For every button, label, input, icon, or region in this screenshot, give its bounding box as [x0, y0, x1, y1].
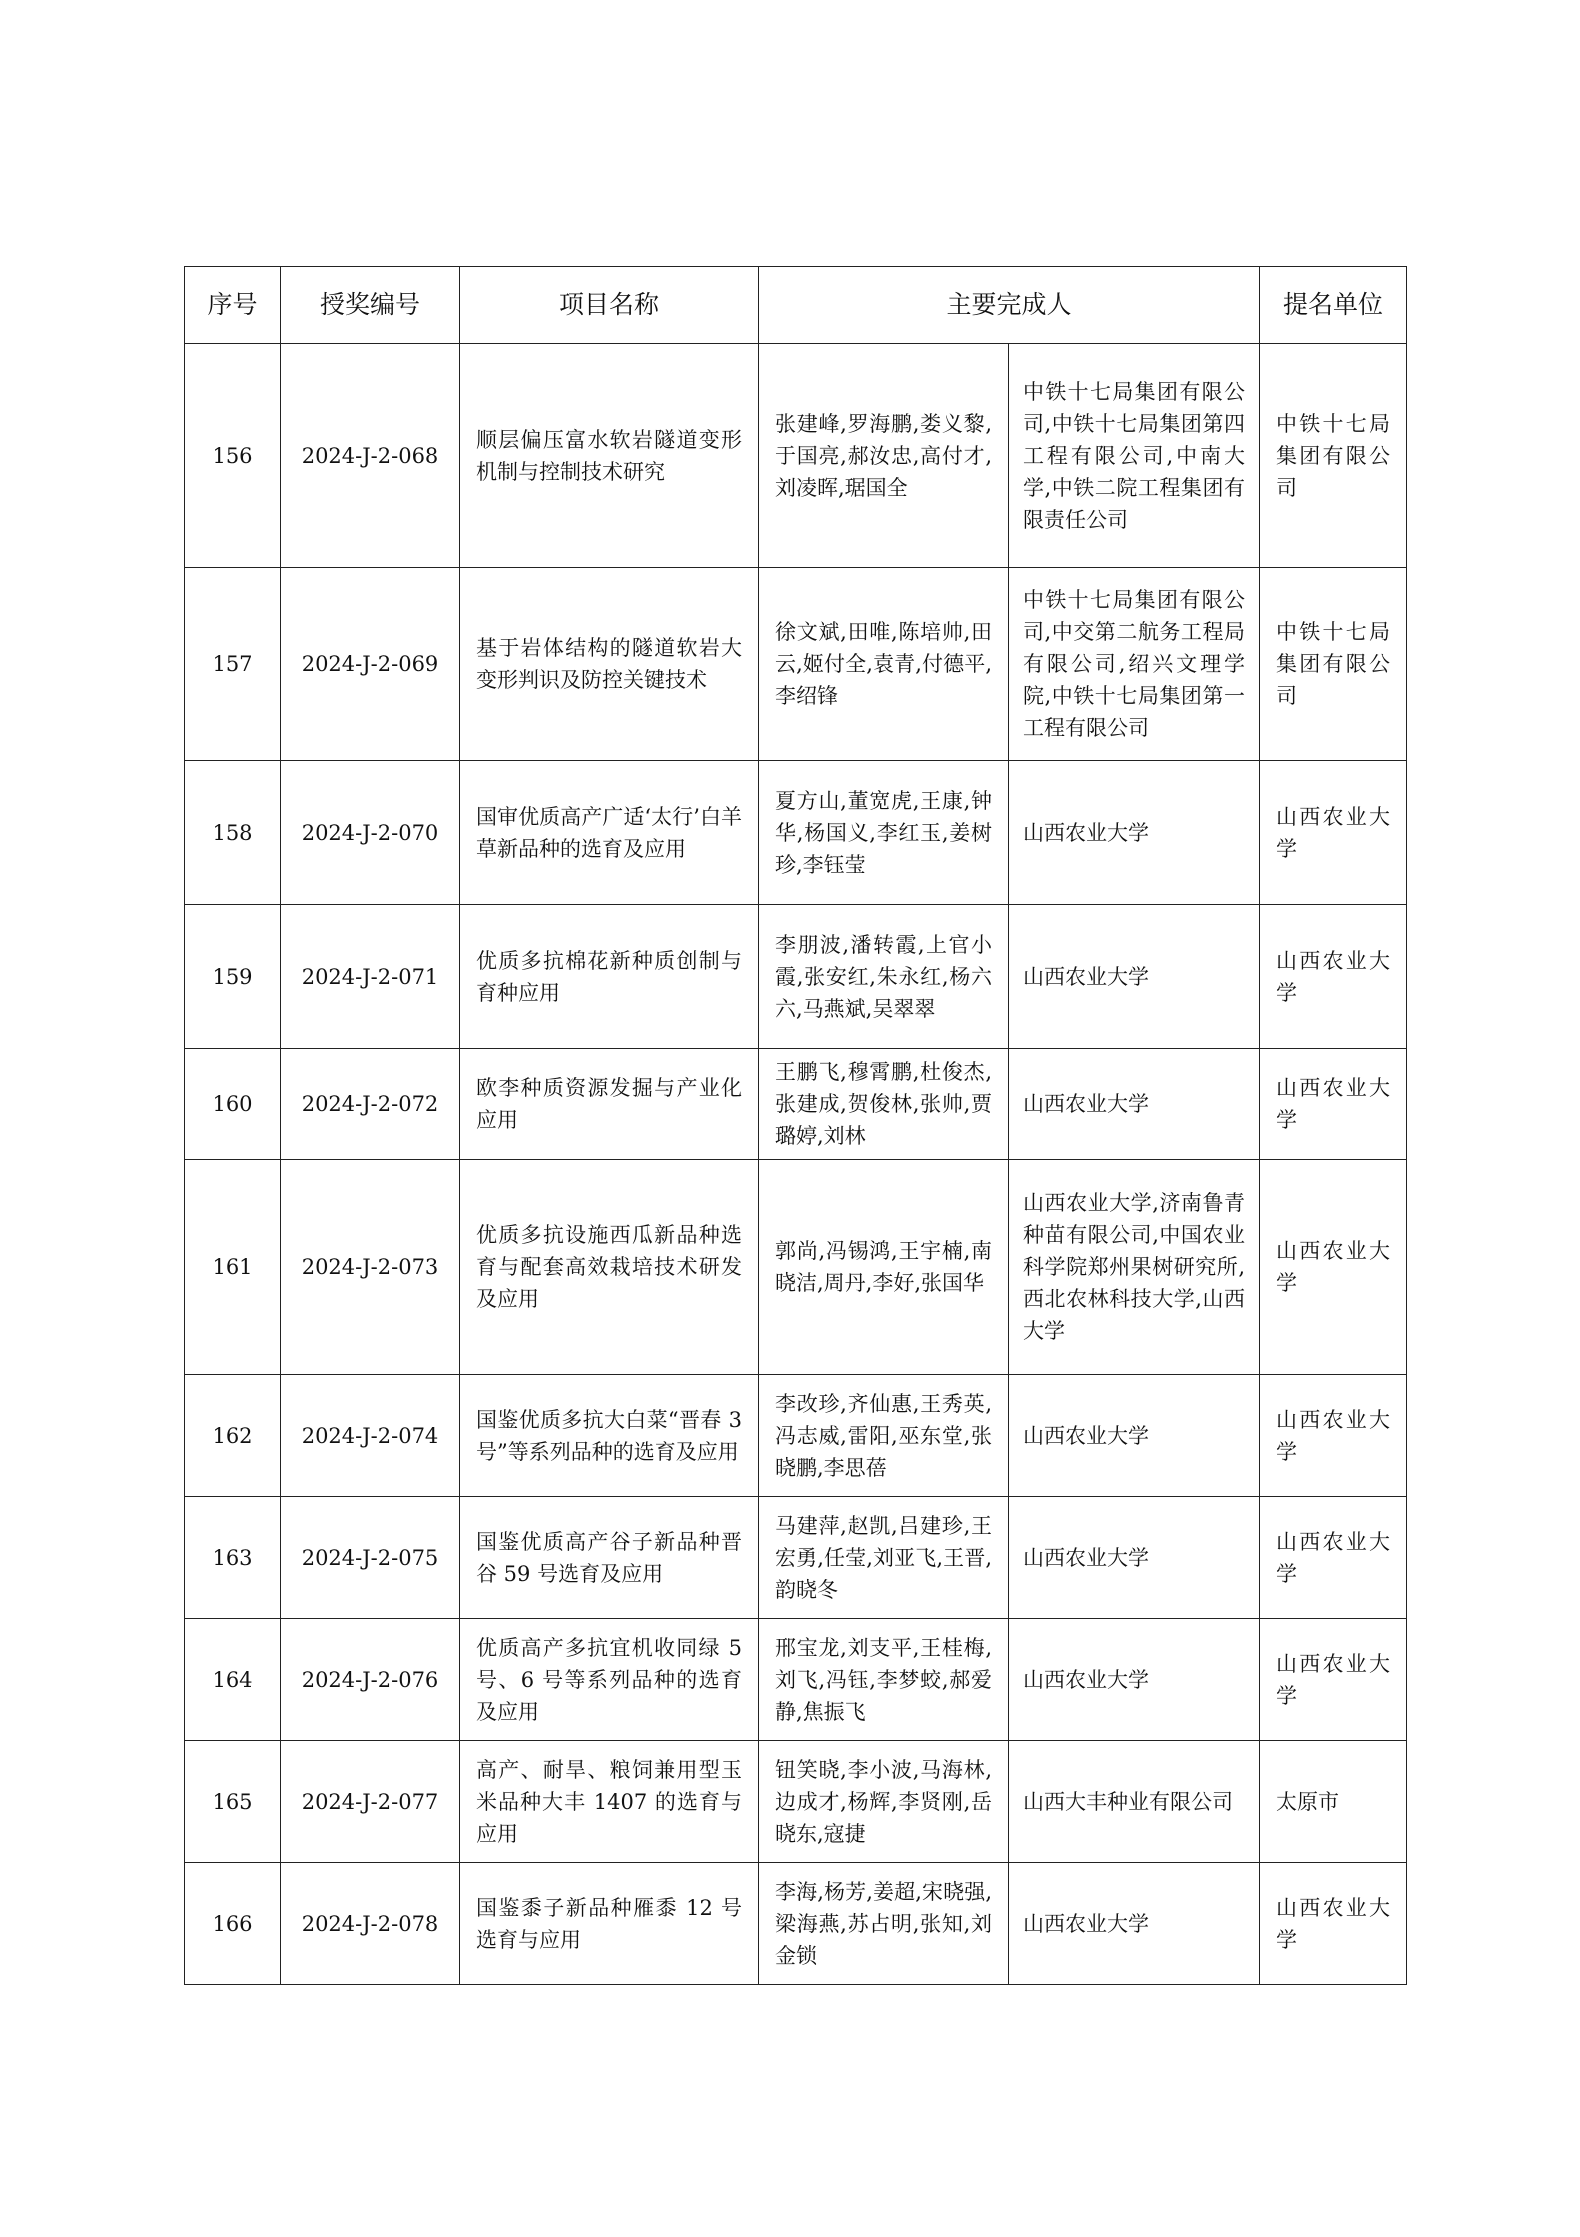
project-number: 164 [185, 1619, 281, 1741]
main-contributors: 张建峰,罗海鹏,娄义黎,于国亮,郝汝忠,高付才,刘凌晖,琚国全 [759, 344, 1009, 568]
nominating-unit: 山西农业大学 [1260, 905, 1407, 1049]
main-contributors: 王鹏飞,穆霄鹏,杜俊杰,张建成,贺俊林,张帅,贾璐婷,刘林 [759, 1049, 1009, 1160]
award-code: 2024-J-2-068 [281, 344, 460, 568]
project-name: 优质高产多抗宜机收同绿 5 号、6 号等系列品种的选育及应用 [460, 1619, 759, 1741]
main-contributors: 徐文斌,田唯,陈培帅,田云,姬付全,袁青,付德平,李绍锋 [759, 568, 1009, 761]
table-row [185, 1160, 1407, 1375]
contributor-units: 山西农业大学 [1009, 761, 1260, 905]
table-row [185, 1497, 1407, 1619]
nominating-unit: 山西农业大学 [1260, 761, 1407, 905]
contributor-units: 中铁十七局集团有限公司,中交第二航务工程局有限公司,绍兴文理学院,中铁十七局集团第一工程有限公司 [1009, 568, 1260, 761]
table-row [185, 1375, 1407, 1497]
header-people: 主要完成人 [759, 267, 1260, 344]
table-row [185, 568, 1407, 761]
nominating-unit: 太原市 [1260, 1741, 1407, 1863]
table-row [185, 344, 1407, 568]
header-code: 授奖编号 [281, 267, 460, 344]
award-code: 2024-J-2-070 [281, 761, 460, 905]
project-number: 157 [185, 568, 281, 761]
project-number: 163 [185, 1497, 281, 1619]
nominating-unit: 山西农业大学 [1260, 1619, 1407, 1741]
header-nominator: 提名单位 [1260, 267, 1407, 344]
award-code: 2024-J-2-077 [281, 1741, 460, 1863]
table-row [185, 1741, 1407, 1863]
table-row [185, 1863, 1407, 1985]
main-contributors: 马建萍,赵凯,吕建珍,王宏勇,任莹,刘亚飞,王晋,韵晓冬 [759, 1497, 1009, 1619]
award-code: 2024-J-2-072 [281, 1049, 460, 1160]
main-contributors: 李改珍,齐仙惠,王秀英,冯志威,雷阳,巫东堂,张晓鹏,李思蓓 [759, 1375, 1009, 1497]
project-number: 160 [185, 1049, 281, 1160]
awards-table [184, 266, 1407, 1985]
project-number: 166 [185, 1863, 281, 1985]
header-name: 项目名称 [460, 267, 759, 344]
project-number: 161 [185, 1160, 281, 1375]
project-name: 顺层偏压富水软岩隧道变形机制与控制技术研究 [460, 344, 759, 568]
table-row [185, 905, 1407, 1049]
contributor-units: 山西农业大学 [1009, 1619, 1260, 1741]
award-code: 2024-J-2-078 [281, 1863, 460, 1985]
nominating-unit: 中铁十七局集团有限公司 [1260, 568, 1407, 761]
project-number: 158 [185, 761, 281, 905]
project-number: 162 [185, 1375, 281, 1497]
award-code: 2024-J-2-074 [281, 1375, 460, 1497]
contributor-units: 山西大丰种业有限公司 [1009, 1741, 1260, 1863]
project-name: 优质多抗棉花新种质创制与育种应用 [460, 905, 759, 1049]
project-name: 国鉴优质多抗大白菜“晋春 3 号”等系列品种的选育及应用 [460, 1375, 759, 1497]
contributor-units: 山西农业大学 [1009, 905, 1260, 1049]
project-number: 156 [185, 344, 281, 568]
main-contributors: 夏方山,董宽虎,王康,钟华,杨国义,李红玉,姜树珍,李钰莹 [759, 761, 1009, 905]
nominating-unit: 山西农业大学 [1260, 1863, 1407, 1985]
project-name: 国鉴优质高产谷子新品种晋谷 59 号选育及应用 [460, 1497, 759, 1619]
main-contributors: 钮笑晓,李小波,马海林,边成才,杨辉,李贤刚,岳晓东,寇捷 [759, 1741, 1009, 1863]
table-row [185, 761, 1407, 905]
main-contributors: 邢宝龙,刘支平,王桂梅,刘飞,冯钰,李梦蛟,郝爱静,焦振飞 [759, 1619, 1009, 1741]
table-row [185, 1049, 1407, 1160]
project-number: 165 [185, 1741, 281, 1863]
contributor-units: 山西农业大学 [1009, 1497, 1260, 1619]
main-contributors: 郭尚,冯锡鸿,王宇楠,南晓洁,周丹,李好,张国华 [759, 1160, 1009, 1375]
project-name: 基于岩体结构的隧道软岩大变形判识及防控关键技术 [460, 568, 759, 761]
project-number: 159 [185, 905, 281, 1049]
main-contributors: 李海,杨芳,姜超,宋晓强,梁海燕,苏占明,张知,刘金锁 [759, 1863, 1009, 1985]
table-row [185, 1619, 1407, 1741]
main-contributors: 李朋波,潘转霞,上官小霞,张安红,朱永红,杨六六,马燕斌,吴翠翠 [759, 905, 1009, 1049]
contributor-units: 山西农业大学,济南鲁青种苗有限公司,中国农业科学院郑州果树研究所,西北农林科技大学,山西大学 [1009, 1160, 1260, 1375]
header-no: 序号 [185, 267, 281, 344]
contributor-units: 山西农业大学 [1009, 1863, 1260, 1985]
contributor-units: 中铁十七局集团有限公司,中铁十七局集团第四工程有限公司,中南大学,中铁二院工程集团有限责任公司 [1009, 344, 1260, 568]
project-name: 高产、耐旱、粮饲兼用型玉米品种大丰 1407 的选育与应用 [460, 1741, 759, 1863]
project-name: 国审优质高产广适‘太行’白羊草新品种的选育及应用 [460, 761, 759, 905]
nominating-unit: 山西农业大学 [1260, 1497, 1407, 1619]
contributor-units: 山西农业大学 [1009, 1049, 1260, 1160]
project-name: 优质多抗设施西瓜新品种选育与配套高效栽培技术研发及应用 [460, 1160, 759, 1375]
contributor-units: 山西农业大学 [1009, 1375, 1260, 1497]
project-name: 欧李种质资源发掘与产业化应用 [460, 1049, 759, 1160]
nominating-unit: 山西农业大学 [1260, 1049, 1407, 1160]
nominating-unit: 山西农业大学 [1260, 1160, 1407, 1375]
award-code: 2024-J-2-071 [281, 905, 460, 1049]
award-code: 2024-J-2-076 [281, 1619, 460, 1741]
project-name: 国鉴黍子新品种雁黍 12 号选育与应用 [460, 1863, 759, 1985]
nominating-unit: 山西农业大学 [1260, 1375, 1407, 1497]
table-header-row [185, 267, 1407, 344]
award-code: 2024-J-2-069 [281, 568, 460, 761]
nominating-unit: 中铁十七局集团有限公司 [1260, 344, 1407, 568]
award-code: 2024-J-2-073 [281, 1160, 460, 1375]
award-code: 2024-J-2-075 [281, 1497, 460, 1619]
